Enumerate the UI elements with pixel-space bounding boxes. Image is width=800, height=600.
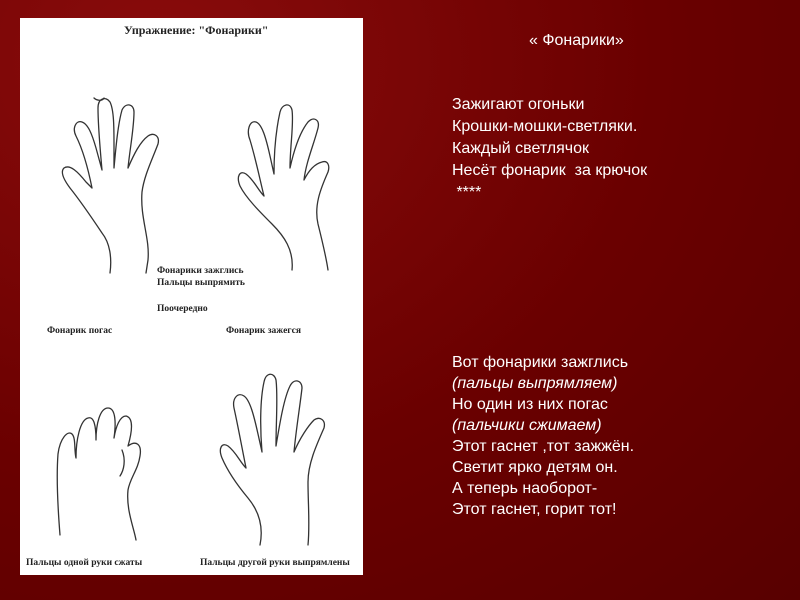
- poem-instruction-line: (пальчики сжимаем): [452, 417, 602, 434]
- stanza-separator: ****: [452, 184, 482, 201]
- open-hand-left-image: [52, 88, 192, 278]
- poem-line: Но один из них погас: [452, 396, 608, 413]
- caption-lanterns-lit: Фонарики зажглись: [157, 266, 244, 276]
- exercise-card: [20, 18, 363, 575]
- poem-line: Этот гаснет, горит тот!: [452, 501, 617, 518]
- poem-line: Крошки-мошки-светляки.: [452, 118, 638, 135]
- poem-instruction-line: (пальцы выпрямляем): [452, 375, 618, 392]
- caption-alternately: Поочередно: [157, 304, 208, 314]
- caption-other-hand-straight: Пальцы другой руки выпрямлены: [200, 558, 350, 568]
- poem-line: Несёт фонарик за крючок: [452, 162, 648, 179]
- open-hand-right-image: [210, 90, 350, 280]
- poem-line: Светит ярко детям он.: [452, 459, 618, 476]
- closed-hand-image: [50, 390, 160, 550]
- poem-line: Этот гаснет ,тот зажжён.: [452, 438, 635, 455]
- poem-title: « Фонарики»: [529, 32, 624, 49]
- poem-line: Зажигают огоньки: [452, 96, 585, 113]
- caption-lantern-on: Фонарик зажегся: [226, 326, 301, 336]
- caption-straighten-fingers: Пальцы выпрямить: [157, 278, 245, 288]
- poem-line: Каждый светлячок: [452, 140, 590, 157]
- open-hand-bottom-image: [210, 360, 350, 550]
- exercise-title: Упражнение: "Фонарики": [124, 23, 269, 37]
- caption-one-hand-fist: Пальцы одной руки сжаты: [26, 558, 143, 568]
- poem-line: А теперь наоборот-: [452, 480, 598, 497]
- poem-stanza-2: [452, 352, 634, 520]
- poem-line: Вот фонарики зажглись: [452, 354, 629, 371]
- poem-stanza-1: [452, 94, 647, 204]
- caption-lantern-off: Фонарик погас: [47, 326, 113, 336]
